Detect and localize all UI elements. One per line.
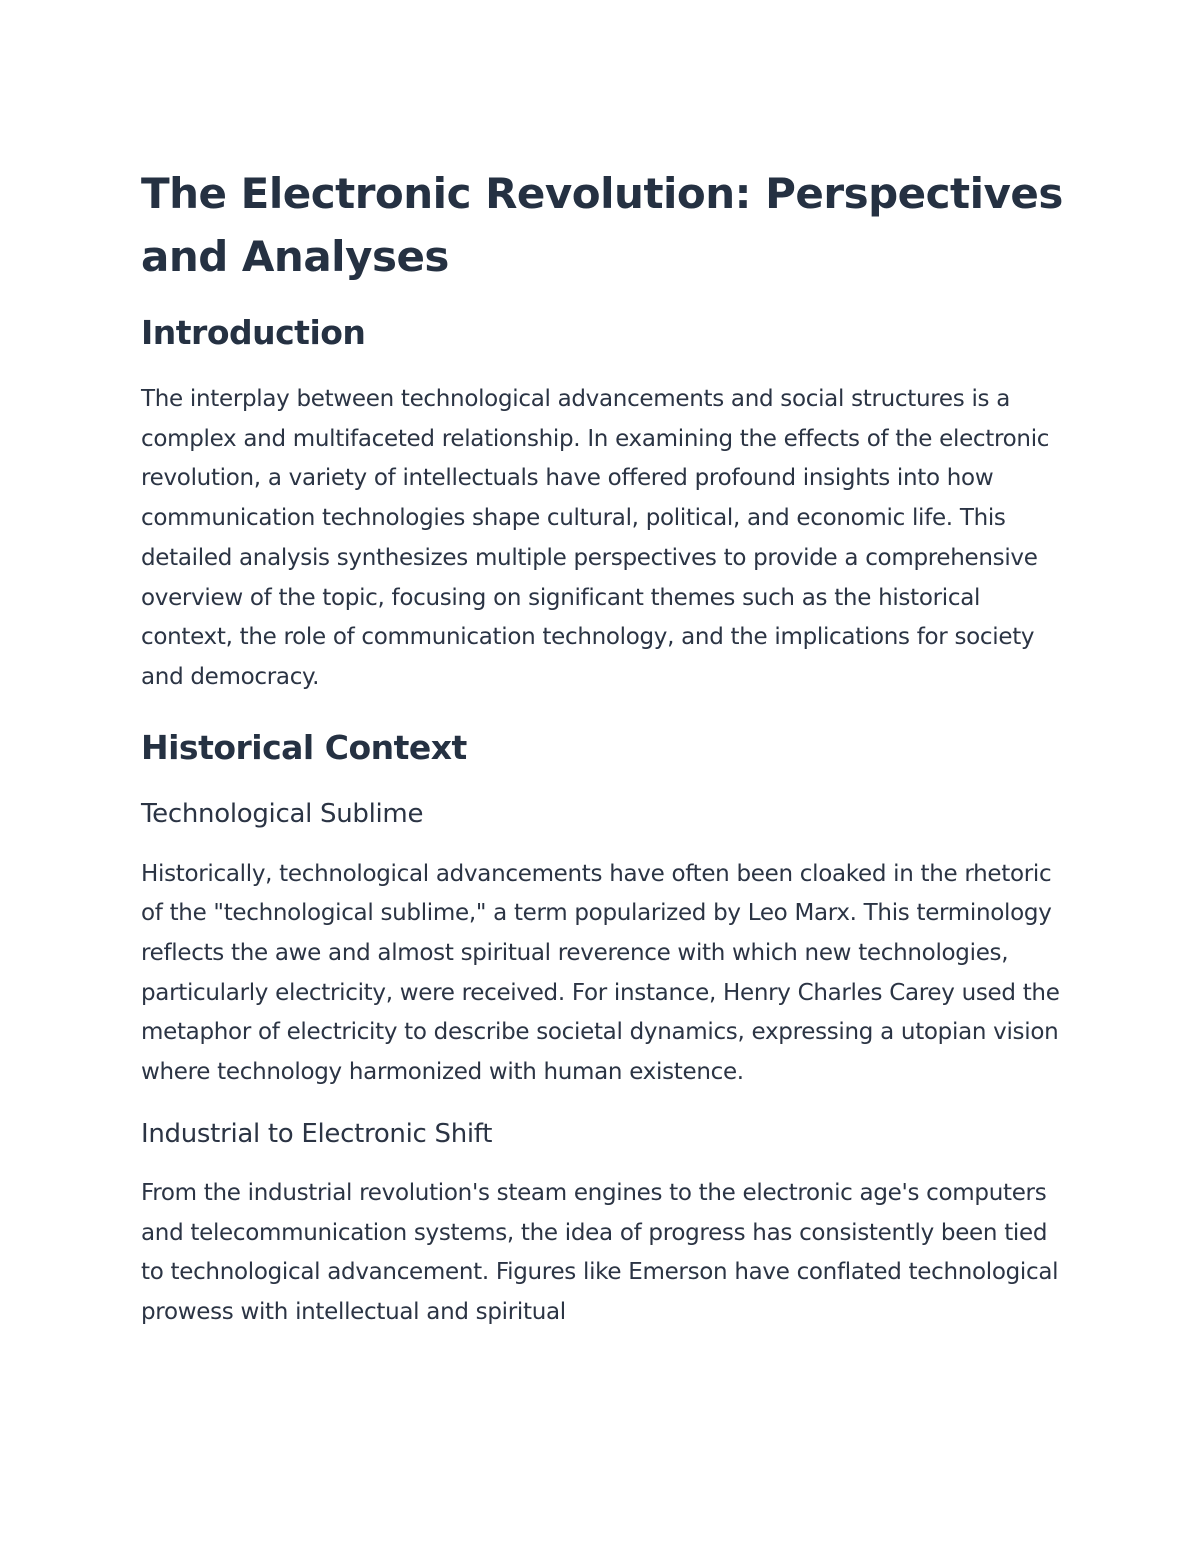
subsection-heading-industrial-to-electronic-shift: Industrial to Electronic Shift <box>141 1118 493 1149</box>
subsection-heading-technological-sublime: Technological Sublime <box>141 798 424 829</box>
section-heading-historical-context: Historical Context <box>141 727 467 767</box>
paragraph-introduction: The interplay between technological advancements and social structures is a complex and multifaceted relationship. In examining the effects of the electronic revolution, a variety of intellectuals have offered profound insights into how communication technologies shape cultural, political, and economic life. This detailed analysis synthesizes multiple perspectives to provide a comprehensive overview of the topic, focusing on significant themes such as the historical context, the role of communication technology, and the implications for society and democracy. <box>141 386 1050 690</box>
paragraph-industrial-to-electronic-shift: From the industrial revolution's steam engines to the electronic age's computers and telecommunication systems, the idea of progress has consistently been tied to technological advancement. Figures like Emerson have conflated technological prowess with intellectual and spiritual <box>141 1179 1059 1325</box>
paragraph-technological-sublime: Historically, technological advancements have often been cloaked in the rhetoric of the "technological sublime," a term popularized by Leo Marx. This terminology reflects the awe and almost spiritual reverence with which new technologies, particularly electricity, were received. For instance, Henry Charles Carey used the metaphor of electricity to describe societal dynamics, expressing a utopian vision where technology harmonized with human existence. <box>141 860 1060 1086</box>
page-title: The Electronic Revolution: Perspectives and Analyses <box>141 169 1063 281</box>
section-heading-introduction: Introduction <box>141 313 366 352</box>
document-page <box>141 162 1071 1333</box>
